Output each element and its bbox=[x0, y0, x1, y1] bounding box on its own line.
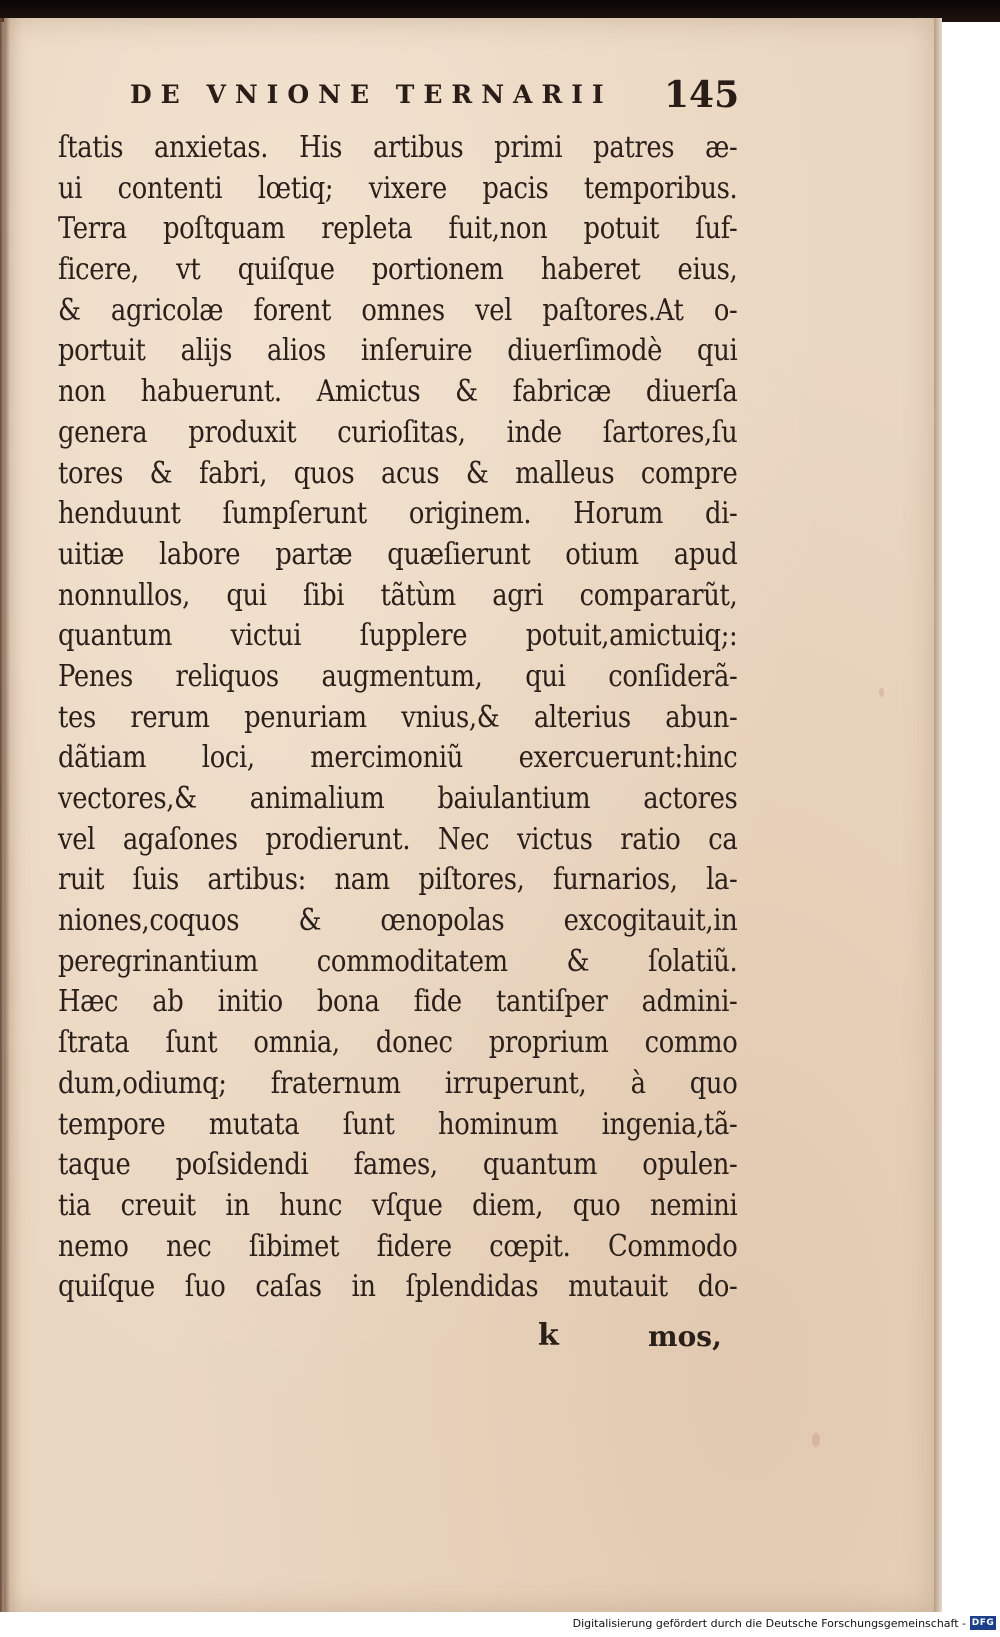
text-line: Penes reliquos augmentum, qui conſiderã- bbox=[58, 658, 738, 694]
text-line: ui contenti lœtiq; vixere pacis temporibus. bbox=[58, 170, 738, 206]
funding-credit: Digitalisierung gefördert durch die Deutsche Forschungsgemeinschaft - bbox=[572, 1617, 966, 1630]
text-line: uitiæ labore partæ quæſierunt otium apud bbox=[58, 536, 738, 572]
page-stain bbox=[879, 688, 884, 697]
text-line: ſtatis anxietas. His artibus primi patres æ- bbox=[58, 130, 738, 165]
text-line: nonnullos, qui ſibi tãtùm agri compararũt, bbox=[58, 577, 738, 613]
text-line: dum,odiumq; fraternum irruperunt, à quo bbox=[58, 1065, 738, 1101]
text-line: ficere, vt quiſque portionem haberet eius, bbox=[58, 252, 738, 288]
text-line: vectores,& animalium baiulantium actores bbox=[58, 781, 738, 816]
text-line: Terra poſtquam repleta fuit,non potuit ſuf- bbox=[58, 211, 738, 247]
text-line: tia creuit in hunc vſque diem, quo nemini bbox=[58, 1187, 738, 1223]
text-line: non habuerunt. Amictus & fabricæ diuerſa bbox=[58, 374, 738, 410]
text-line: nemo nec ſibimet fidere cœpit. Commodo bbox=[58, 1228, 738, 1264]
text-line: ſtrata ſunt omnia, donec proprium commo bbox=[58, 1025, 738, 1061]
page-edge bbox=[934, 18, 942, 1612]
gutter-shadow bbox=[0, 18, 10, 1612]
text-line: dãtiam loci, mercimoniũ exercuerunt:hinc bbox=[58, 740, 738, 776]
text-line: tores & fabri, quos acus & malleus compre bbox=[58, 455, 738, 491]
text-line: tes rerum penuriam vnius,& alterius abun- bbox=[58, 699, 738, 735]
signature-mark: k bbox=[538, 1318, 559, 1353]
text-line: Hæc ab initio bona fide tantiſper admini- bbox=[58, 984, 738, 1020]
dfg-logo: DFG bbox=[971, 1618, 995, 1628]
text-line: niones,coquos & œnopolas excogitauit,in bbox=[58, 903, 738, 939]
body-text bbox=[58, 128, 738, 1308]
running-head: DE VNIONE TERNARII bbox=[130, 80, 613, 109]
text-line: quantum victui ſupplere potuit,amictuiq;: bbox=[58, 618, 738, 654]
text-line: ruit ſuis artibus: nam piſtores, furnarios, la- bbox=[58, 862, 738, 898]
text-line: & agricolæ forent omnes vel paſtores.At o- bbox=[58, 292, 738, 328]
text-line: genera produxit curioſitas, inde ſartores,ſu bbox=[58, 414, 738, 450]
text-line: quiſque ſuo caſas in ſplendidas mutauit do- bbox=[58, 1269, 738, 1305]
text-line: henduunt ſumpſerunt originem. Horum di- bbox=[58, 496, 738, 532]
text-line: portuit aliјs alios inſeruire diuerſimodè qui bbox=[58, 333, 738, 369]
text-line: vel agaſones prodierunt. Nec victus ratio ca bbox=[58, 821, 738, 857]
page-number: 145 bbox=[664, 74, 740, 116]
catchword: mos, bbox=[648, 1320, 722, 1353]
text-line: taque poſsidendi fames, quantum opulen- bbox=[58, 1147, 738, 1183]
text-line: peregrinantium commoditatem & ſolatiũ. bbox=[58, 943, 738, 979]
text-line: tempore mutata ſunt hominum ingenia,tã- bbox=[58, 1106, 738, 1142]
page-stain bbox=[812, 1433, 820, 1447]
